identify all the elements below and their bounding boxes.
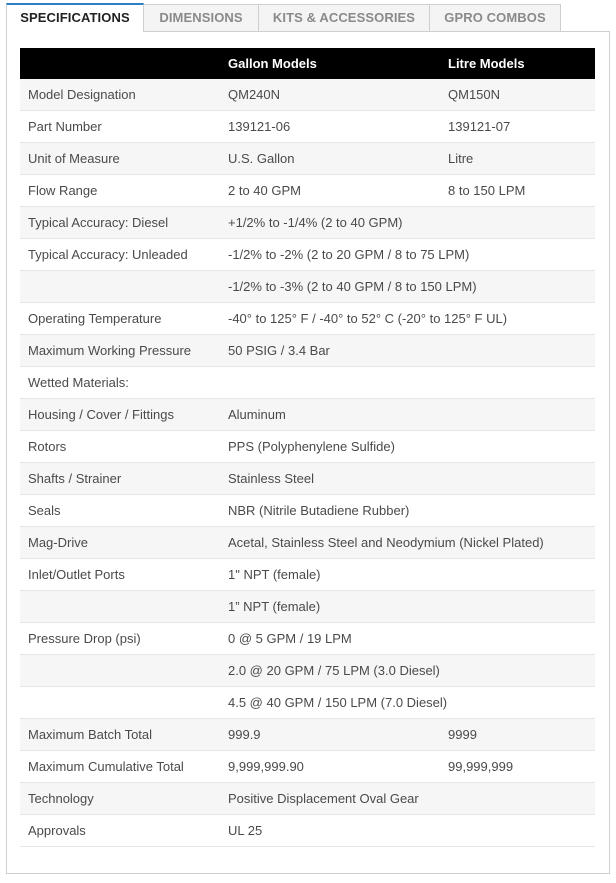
gallon-value-cell: 50 PSIG / 3.4 Bar — [220, 335, 595, 367]
spec-label-cell: Mag-Drive — [20, 527, 220, 559]
gallon-value-cell: QM240N — [220, 79, 440, 111]
gallon-value-cell: PPS (Polyphenylene Sulfide) — [220, 431, 595, 463]
tab-dimensions[interactable]: DIMENSIONS — [143, 4, 259, 31]
gallon-value-cell: +1/2% to -1/4% (2 to 40 GPM) — [220, 207, 595, 239]
spec-label-cell — [20, 271, 220, 303]
spec-label-cell: Part Number — [20, 111, 220, 143]
gallon-value-cell: Positive Displacement Oval Gear — [220, 783, 595, 815]
table-row — [20, 239, 595, 271]
spec-label-cell: Maximum Cumulative Total — [20, 751, 220, 783]
spec-label-cell: Unit of Measure — [20, 143, 220, 175]
gallon-value-cell: Acetal, Stainless Steel and Neodymium (Nickel Plated) — [220, 527, 595, 559]
gallon-value-cell: Aluminum — [220, 399, 595, 431]
litre-value-cell: QM150N — [440, 79, 595, 111]
spec-label-cell: Typical Accuracy: Unleaded — [20, 239, 220, 271]
table-row — [20, 751, 595, 783]
table-row — [20, 559, 595, 591]
gallon-value-cell: 4.5 @ 40 GPM / 150 LPM (7.0 Diesel) — [220, 687, 595, 719]
specifications-table — [20, 48, 595, 847]
table-row — [20, 719, 595, 751]
table-header-row — [20, 48, 595, 79]
spec-label-cell: Typical Accuracy: Diesel — [20, 207, 220, 239]
table-row — [20, 431, 595, 463]
spec-label-cell: Rotors — [20, 431, 220, 463]
table-row — [20, 143, 595, 175]
litre-value-cell: 99,999,999 — [440, 751, 595, 783]
gallon-value-cell: 1” NPT (female) — [220, 591, 595, 623]
spec-label-cell: Maximum Batch Total — [20, 719, 220, 751]
table-row — [20, 111, 595, 143]
gallon-value-cell: NBR (Nitrile Butadiene Rubber) — [220, 495, 595, 527]
gallon-value-cell: -40° to 125° F / -40° to 52° C (-20° to 125° F UL) — [220, 303, 595, 335]
spec-label-cell: Inlet/Outlet Ports — [20, 559, 220, 591]
column-header-label — [20, 48, 220, 79]
gallon-value-cell: 0 @ 5 GPM / 19 LPM — [220, 623, 595, 655]
gallon-value-cell: 999.9 — [220, 719, 440, 751]
gallon-value-cell: -1/2% to -3% (2 to 40 GPM / 8 to 150 LPM) — [220, 271, 595, 303]
litre-value-cell: 139121-07 — [440, 111, 595, 143]
gallon-value-cell: Stainless Steel — [220, 463, 595, 495]
spec-label-cell: Wetted Materials: — [20, 367, 220, 399]
table-row — [20, 175, 595, 207]
spec-label-cell: Seals — [20, 495, 220, 527]
column-header-litre-models: Litre Models — [440, 48, 595, 79]
table-row — [20, 815, 595, 847]
gallon-value-cell: 2 to 40 GPM — [220, 175, 440, 207]
litre-value-cell: Litre — [440, 143, 595, 175]
spec-label-cell: Pressure Drop (psi) — [20, 623, 220, 655]
table-row — [20, 335, 595, 367]
table-row — [20, 463, 595, 495]
column-header-gallon-models: Gallon Models — [220, 48, 440, 79]
gallon-value-cell: 1" NPT (female) — [220, 559, 595, 591]
litre-value-cell: 8 to 150 LPM — [440, 175, 595, 207]
tab-kits-accessories[interactable]: KITS & ACCESSORIES — [258, 4, 430, 31]
tab-bar — [6, 4, 560, 32]
spec-label-cell: Approvals — [20, 815, 220, 847]
tab-gpro-combos[interactable]: GPRO COMBOS — [429, 4, 561, 31]
spec-label-cell: Operating Temperature — [20, 303, 220, 335]
tab-specifications[interactable]: SPECIFICATIONS — [6, 3, 144, 32]
table-row — [20, 399, 595, 431]
spec-label-cell: Housing / Cover / Fittings — [20, 399, 220, 431]
table-row — [20, 527, 595, 559]
spec-label-cell: Technology — [20, 783, 220, 815]
table-row — [20, 591, 595, 623]
gallon-value-cell: -1/2% to -2% (2 to 20 GPM / 8 to 75 LPM) — [220, 239, 595, 271]
spec-label-cell: Maximum Working Pressure — [20, 335, 220, 367]
table-row — [20, 687, 595, 719]
table-row — [20, 783, 595, 815]
spec-label-cell: Flow Range — [20, 175, 220, 207]
table-row — [20, 623, 595, 655]
spec-label-cell — [20, 591, 220, 623]
spec-label-cell: Shafts / Strainer — [20, 463, 220, 495]
table-row — [20, 655, 595, 687]
specifications-panel — [6, 31, 610, 874]
gallon-value-cell — [220, 367, 440, 399]
gallon-value-cell: 9,999,999.90 — [220, 751, 440, 783]
table-row — [20, 207, 595, 239]
gallon-value-cell: 2.0 @ 20 GPM / 75 LPM (3.0 Diesel) — [220, 655, 595, 687]
table-row — [20, 495, 595, 527]
spec-label-cell — [20, 655, 220, 687]
gallon-value-cell: UL 25 — [220, 815, 595, 847]
gallon-value-cell: U.S. Gallon — [220, 143, 440, 175]
spec-label-cell — [20, 687, 220, 719]
specifications-table-body — [20, 79, 595, 847]
spec-label-cell: Model Designation — [20, 79, 220, 111]
table-row — [20, 271, 595, 303]
table-row — [20, 367, 595, 399]
litre-value-cell: 9999 — [440, 719, 595, 751]
table-row — [20, 79, 595, 111]
gallon-value-cell: 139121-06 — [220, 111, 440, 143]
litre-value-cell — [440, 367, 595, 399]
table-row — [20, 303, 595, 335]
